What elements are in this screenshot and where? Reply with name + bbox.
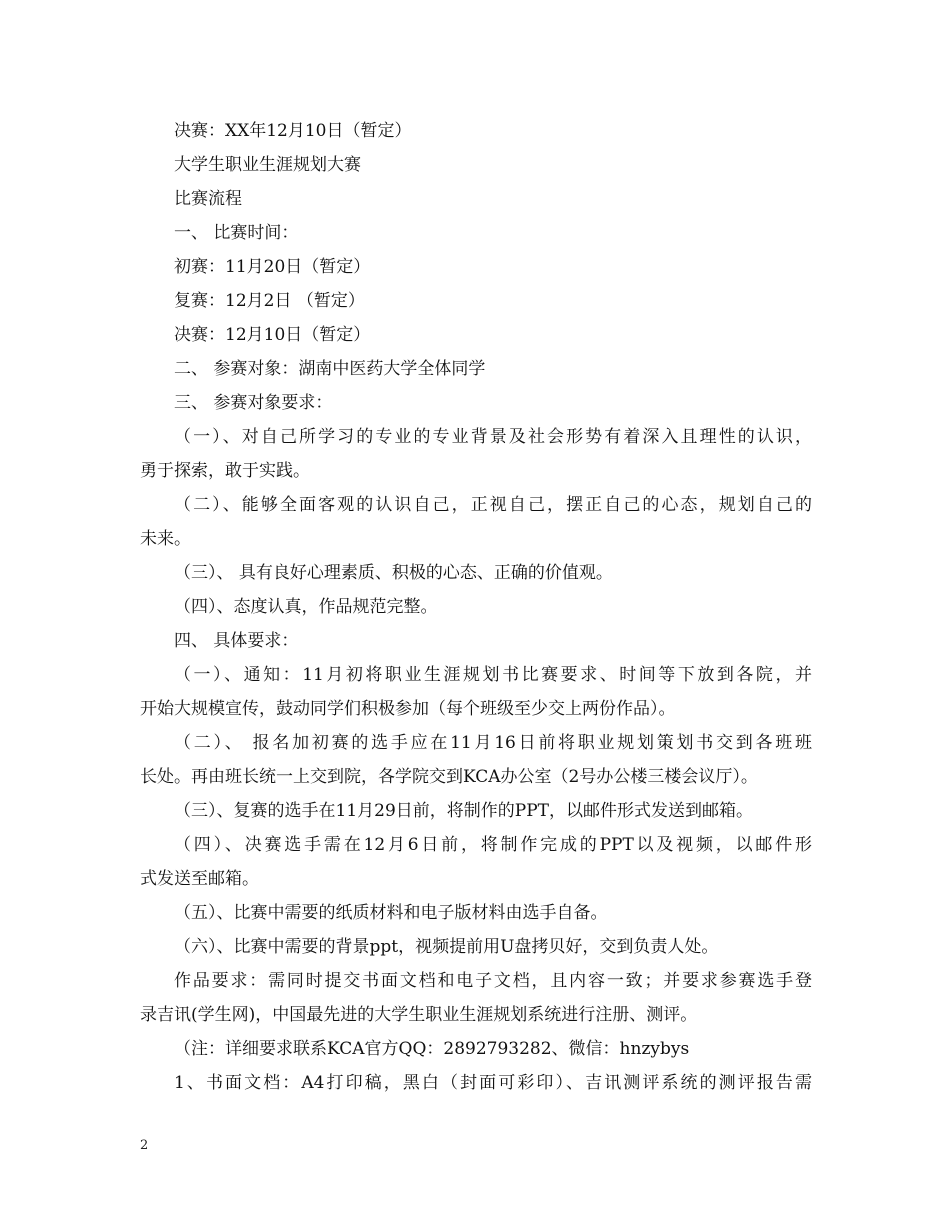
specific-1-line-2: 开始大规模宣传，鼓动同学们积极参加（每个班级至少交上两份作品）。 xyxy=(140,699,676,719)
page-number: 2 xyxy=(140,1138,149,1153)
specific-3: （三）、复赛的选手在11月29日前，将制作的PPT，以邮件形式发送到邮箱。 xyxy=(174,801,753,821)
requirement-2-line-2: 未来。 xyxy=(140,529,191,549)
requirement-4: （四）、态度认真，作品规范完整。 xyxy=(174,597,438,617)
requirement-3: （三）、 具有良好心理素质、积极的心态、正确的价值观。 xyxy=(174,563,613,583)
final-date: 决赛：12月10日（暂定） xyxy=(174,325,371,345)
work-requirements-line-1: 作品要求：需同时提交书面文档和电子文档，且内容一致；并要求参赛选手登 xyxy=(174,971,812,991)
requirement-1-line-1: （一）、对自己所学习的专业的专业背景及社会形势有着深入且理性的认识， xyxy=(174,427,812,447)
final-date-line: 决赛：XX年12月10日（暂定） xyxy=(174,121,412,141)
specific-1-line-1: （一）、通知：11月初将职业生涯规划书比赛要求、时间等下放到各院，并 xyxy=(174,665,812,685)
item-time-heading: 一、 比赛时间： xyxy=(174,223,299,243)
specific-4-line-2: 式发送至邮箱。 xyxy=(140,869,259,889)
semifinal-date: 复赛：12月2日 （暂定） xyxy=(174,291,365,311)
contact-note: （注：详细要求联系KCA官方QQ：2892793282、微信：hnzybys xyxy=(174,1039,690,1059)
specific-6: （六）、比赛中需要的背景ppt，视频提前用U盘拷贝好，交到负责人处。 xyxy=(174,937,719,957)
work-requirements-line-2: 录吉讯(学生网)，中国最先进的大学生职业生涯规划系统进行注册、测评。 xyxy=(140,1005,698,1025)
specific-5: （五）、比赛中需要的纸质材料和电子版材料由选手自备。 xyxy=(174,903,608,923)
specific-requirements-heading: 四、 具体要求： xyxy=(174,631,299,651)
section-title: 大学生职业生涯规划大赛 xyxy=(174,155,361,175)
specific-4-line-1: （四）、决赛选手需在12月6日前，将制作完成的PPT以及视频，以邮件形 xyxy=(174,835,812,855)
process-heading: 比赛流程 xyxy=(174,189,242,209)
requirement-1-line-2: 勇于探索，敢于实践。 xyxy=(140,461,310,481)
specific-2-line-2: 长处。再由班长统一上交到院，各学院交到KCA办公室（2号办公楼三楼会议厅）。 xyxy=(140,767,758,787)
requirements-heading: 三、 参赛对象要求： xyxy=(174,393,333,413)
document-body xyxy=(140,114,812,1100)
specific-2-line-1: （二）、 报名加初赛的选手应在11月16日前将职业规划策划书交到各班班 xyxy=(174,733,812,753)
requirement-2-line-1: （二）、能够全面客观的认识自己，正视自己，摆正自己的心态，规划自己的 xyxy=(174,495,812,515)
written-document-line: 1、书面文档：A4打印稿，黑白（封面可彩印）、吉讯测评系统的测评报告需 xyxy=(174,1073,812,1093)
participants-line: 二、 参赛对象：湖南中医药大学全体同学 xyxy=(174,359,486,379)
prelim-date: 初赛：11月20日（暂定） xyxy=(174,257,371,277)
